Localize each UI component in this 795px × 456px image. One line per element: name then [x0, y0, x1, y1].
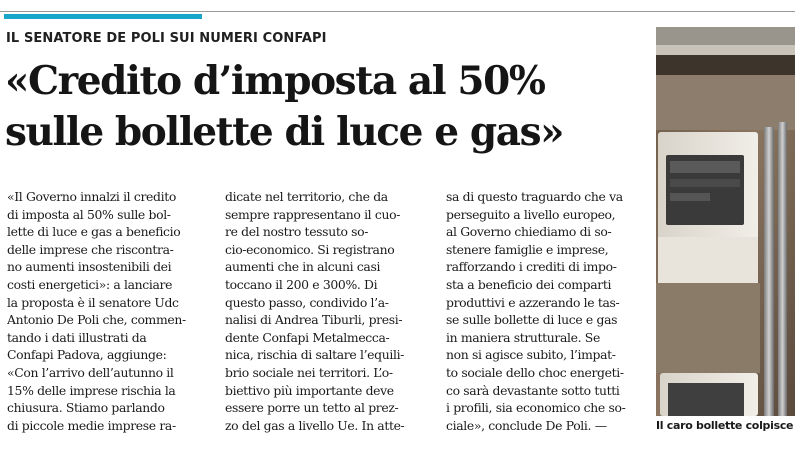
text-line: aumenti che in alcuni casi	[225, 259, 381, 275]
text-line: 15% delle imprese rischia la	[7, 382, 176, 398]
text-line: brio sociale nei territori. L’o-	[225, 364, 393, 380]
text-line: ciale», conclude De Poli. —	[446, 417, 607, 433]
text-line: chiusura. Stiamo parlando	[7, 400, 165, 416]
photo-caption: Il caro bollette colpisce	[656, 419, 794, 432]
text-line: toccano il 200 e 300%. Di	[225, 276, 378, 292]
electric-meters-photo-illustration	[656, 27, 795, 416]
text-line: nica, rischia di saltare l’equili-	[225, 347, 405, 363]
text-line: la proposta è il senatore Udc	[7, 294, 179, 310]
text-line: dicate nel territorio, che da	[225, 189, 388, 204]
text-line: al Governo chiediamo di so-	[446, 224, 612, 240]
text-line: cio-economico. Si registrano	[225, 241, 395, 257]
text-line: sempre rappresentano il cuo-	[225, 206, 401, 222]
article-column-1	[7, 188, 197, 434]
article-photo	[656, 27, 795, 416]
article-headline	[5, 56, 645, 158]
article-column-2	[225, 188, 415, 434]
article-kicker: IL SENATORE DE POLI SUI NUMERI CONFAPI	[6, 31, 327, 46]
text-line: «Con l’arrivo dell’autunno il	[7, 364, 174, 380]
text-line: nalisi di Andrea Tiburli, presi-	[225, 312, 403, 328]
text-line: questo passo, condivido l’a-	[225, 294, 389, 310]
text-line: zo del gas a livello Ue. In atte-	[225, 417, 405, 433]
text-line: tando i dati illustrati da	[7, 329, 147, 345]
headline-line: sulle bollette di luce e gas»	[5, 109, 564, 155]
text-line: lette di luce e gas a beneficio	[7, 224, 181, 240]
text-line: essere porre un tetto al prez-	[225, 400, 399, 416]
text-line: sa di questo traguardo che va	[446, 189, 623, 204]
text-line: Confapi Padova, aggiunge:	[7, 347, 167, 363]
text-line: rafforzando i crediti di impo-	[446, 259, 617, 275]
text-line: re del nostro tessuto so-	[225, 224, 369, 240]
section-accent-bar	[4, 14, 202, 19]
text-line: di imposta al 50% sulle bol-	[7, 206, 171, 222]
text-line: i profili, sia economico che so-	[446, 400, 626, 416]
text-line: sta a beneficio dei comparti	[446, 276, 612, 292]
text-line: perseguito a livello europeo,	[446, 206, 616, 222]
text-line: co sarà devastante sotto tutti	[446, 382, 620, 398]
text-line: non si agisce subito, l’impat-	[446, 347, 616, 363]
text-line: di piccole medie imprese ra-	[7, 417, 176, 433]
top-rule	[0, 11, 795, 12]
text-line: stenere famiglie e imprese,	[446, 241, 609, 257]
text-line: in maniera strutturale. Se	[446, 329, 600, 345]
text-line: Antonio De Poli che, commen-	[7, 312, 186, 328]
text-line: costi energetici»: a lanciare	[7, 276, 173, 292]
text-line: dente Confapi Metalmecca-	[225, 329, 390, 345]
headline-line: «Credito d’imposta al 50%	[5, 58, 545, 104]
text-line: no aumenti insostenibili dei	[7, 259, 172, 275]
text-line: «Il Governo innalzi il credito	[7, 189, 176, 204]
text-line: produttivi e azzerando le tas-	[446, 294, 620, 310]
text-line: delle imprese che riscontra-	[7, 241, 174, 257]
article-column-3	[446, 188, 636, 434]
text-line: se sulle bollette di luce e gas	[446, 312, 618, 328]
text-line: biettivo più importante deve	[225, 382, 394, 398]
text-line: to sociale dello choc energeti-	[446, 364, 624, 380]
